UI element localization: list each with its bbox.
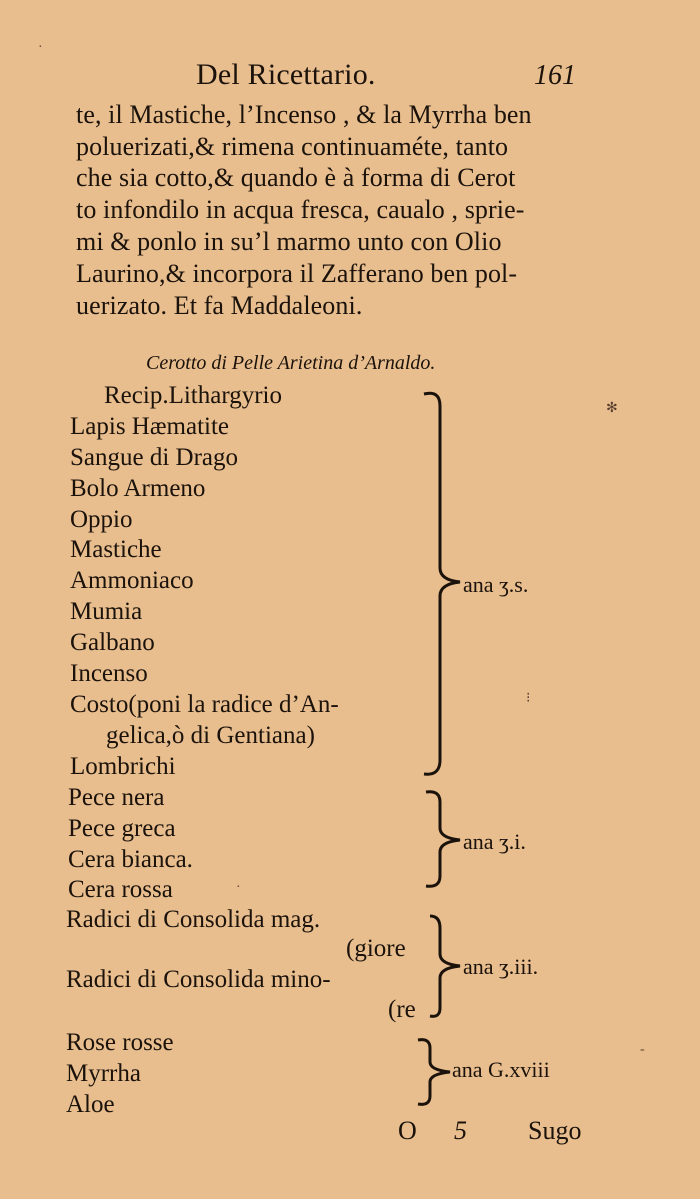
ingredient-item: Mumia	[70, 598, 143, 625]
ingredient-item: Recip.Lithargyrio	[104, 382, 282, 409]
ingredient-item: Radici di Consolida mino-	[66, 966, 331, 993]
ingredient-item: Incenso	[70, 660, 148, 687]
ingredient-item: Lombrichi	[70, 753, 176, 780]
curly-brace-icon	[416, 388, 466, 780]
paragraph-line: to infondilo in acqua fresca, caualo , sprie-	[76, 195, 525, 224]
ingredient-item: Sangue di Drago	[70, 444, 239, 471]
ingredient-item: Pece greca	[68, 815, 176, 842]
dose-label: ana ʒ.iii.	[463, 954, 539, 979]
signature-mark: 5	[454, 1116, 467, 1145]
page-number: 161	[534, 60, 576, 91]
ingredient-item: gelica,ò di Gentiana)	[106, 722, 315, 749]
curly-brace-icon	[418, 788, 468, 890]
recipe-title: Cerotto di Pelle Arietina d’Arnaldo.	[146, 352, 436, 374]
ingredient-item: Lapis Hæmatite	[70, 413, 229, 440]
ingredient-item: Bolo Armeno	[70, 475, 206, 502]
paragraph-line: che sia cotto,& quando è à forma di Cerot	[76, 163, 516, 192]
paragraph-line: uerizato. Et fa Maddaleoni.	[76, 291, 363, 320]
ingredient-item: Cera bianca.	[68, 846, 193, 873]
ink-speck-icon: ·	[236, 880, 241, 895]
paragraph-line: Laurino,& incorpora il Zafferano ben pol-	[76, 259, 518, 288]
ink-speck-icon: -	[640, 1042, 645, 1057]
ingredient-item: Oppio	[70, 506, 133, 533]
paragraph-line: mi & ponlo in su’l marmo unto con Olio	[76, 227, 502, 256]
ingredient-item: Costo(poni la radice d’An-	[70, 691, 339, 718]
ingredient-item: Cera rossa	[68, 876, 173, 903]
paragraph-line: poluerizati,& rimena continuaméte, tanto	[76, 132, 509, 161]
paragraph-line: te, il Mastiche, l’Incenso , & la Myrrha ben	[76, 100, 532, 129]
dose-label: ana ʒ.i.	[463, 829, 526, 854]
ink-speck-icon: ⁝	[526, 691, 531, 706]
ingredient-item: Aloe	[66, 1091, 115, 1118]
ingredient-item: Myrrha	[66, 1060, 141, 1087]
ingredient-item: Pece nera	[68, 784, 165, 811]
ink-speck-icon: ·	[38, 40, 43, 55]
ingredient-item: Ammoniaco	[70, 567, 194, 594]
ingredient-item: (re	[388, 996, 416, 1023]
ingredient-item: Galbano	[70, 629, 155, 656]
dose-label: ana ʒ.s.	[463, 572, 529, 597]
ingredient-item: Rose rosse	[66, 1029, 174, 1056]
ink-speck-icon: ✻	[606, 401, 618, 416]
ingredient-item: Mastiche	[70, 536, 162, 563]
dose-label: ana G.xviii	[452, 1057, 550, 1082]
ingredient-item: Radici di Consolida mag.	[66, 906, 321, 933]
running-header: Del Ricettario.	[196, 58, 376, 91]
signature-mark: O	[398, 1116, 417, 1145]
catchword: Sugo	[528, 1116, 582, 1145]
ingredient-item: (giore	[346, 935, 406, 962]
